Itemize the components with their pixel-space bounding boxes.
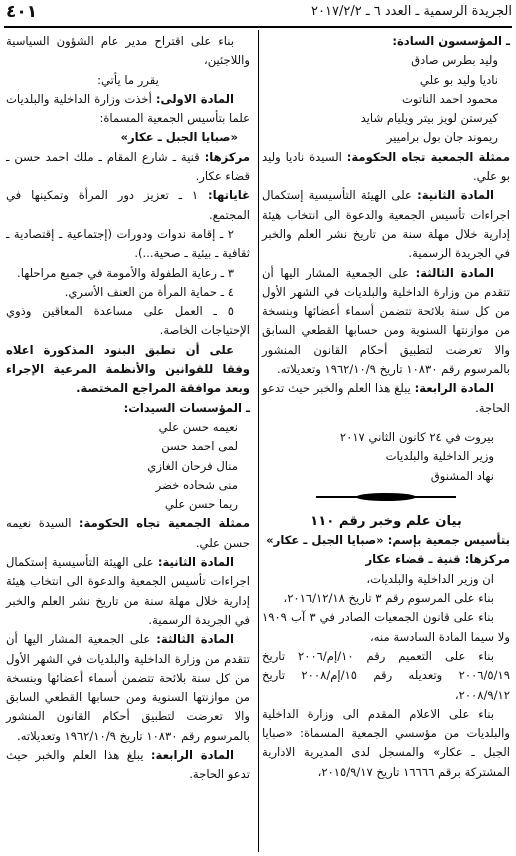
- founders-heading: ـ المؤسسون السادة:: [392, 34, 510, 48]
- notice-subtitle: بتأسيس جمعية بإسم: «صبايا الجبل ـ عكار»: [266, 533, 510, 548]
- preamble-line: بناء على التعميم رقم ١٠/إم/٢٠٠٦ تاريخ ٢٠٠٦/٥/١٩ وتعديله رقم ١٥/إم/٢٠٠٨ تاريخ ٢٠٠٨/٩/١٢،: [262, 648, 510, 702]
- article-3: [262, 264, 510, 380]
- rep-text: السيدة نعيمه حسن علي.: [6, 516, 250, 550]
- association-name: «صبايا الجبل ـ عكار»: [120, 130, 238, 145]
- article-text: على الهيئة التأسيسية إستكمال اجراءات تأسيس الجمعية والدعوة الى انتخاب هيئة إدارية خلال مهلة سنة من تاريخ نشر العلم والخبر في الجريدة الرسمية.: [262, 188, 510, 261]
- founder-name: وليد بطرس صادق: [411, 53, 498, 68]
- government-representative: [262, 148, 510, 187]
- page-number: ٤٠١: [6, 2, 38, 22]
- right-column: [262, 32, 510, 782]
- founder-name: كيرستن لويز بيتر ويليام شايد: [360, 111, 498, 126]
- goal-item: ٢ ـ إقامة ندوات ودورات (إجتماعية ـ إقتصادية ـ ثقافية ـ بيئية ـ صحية...).: [6, 226, 250, 261]
- article-label: المادة الرابعة:: [414, 381, 495, 396]
- compliance-clause: على أن تطبق البنود المذكورة اعلاه وفقا للقوانين والأنظمة المرعية الإجراء وبعد موافقة المراجع المختصة.: [6, 342, 250, 396]
- founder-name: ناديا وليد بو علي: [419, 72, 498, 87]
- founder-name: منى شحاده خضر: [155, 477, 238, 492]
- goals-label: غاياتها:: [208, 188, 251, 203]
- article-text: أخذت وزارة الداخلية والبلديات علما بتأسيس الجمعية المسماة:: [6, 91, 250, 126]
- article-label: المادة الرابعة:: [150, 747, 234, 762]
- column-divider: [258, 30, 259, 852]
- left-column: [6, 32, 250, 785]
- rep-label: ممثلة الجمعية تجاه الحكومة:: [78, 516, 251, 531]
- article-text: على الهيئة التأسيسية إستكمال اجراءات تأسيس الجمعية والدعوة الى انتخاب هيئة إدارية خلال مهلة سنة من تاريخ نشر العلم والخبر في الجريدة الرسمية.: [6, 555, 250, 627]
- government-representative: [6, 514, 250, 553]
- preamble-line: بناء على قانون الجمعيات الصادر في ٣ آب ١٩٠٩ ولا سيما المادة السادسة منه،: [262, 610, 510, 644]
- hq-label: مركزها:: [204, 149, 250, 164]
- article-label: المادة الثانية:: [157, 555, 234, 570]
- decides-line: يقرر ما يأتي:: [97, 72, 159, 87]
- founder-name: محمود احمد الناتوت: [401, 91, 498, 106]
- notice-title: بيان علم وخبر رقم ١١٠: [310, 513, 462, 529]
- rep-label: ممثلة الجمعية تجاه الحكومة:: [346, 149, 511, 164]
- founder-name: لمى احمد حسن: [161, 439, 238, 454]
- header-rule: [4, 26, 512, 28]
- spacer: [262, 418, 510, 428]
- rep-text: السيدة ناديا وليد بو علي.: [262, 149, 510, 184]
- article-label: المادة الثالثة:: [156, 632, 235, 647]
- article-3: [6, 630, 250, 746]
- section-separator: [262, 490, 510, 504]
- founder-name: ريموند جان بول براميير: [386, 130, 498, 145]
- founders-heading: ـ المؤسسات السيدات:: [123, 400, 250, 415]
- article-text: يبلغ هذا العلم والخبر حيث تدعو الحاجة.: [262, 381, 510, 415]
- article-2: [262, 186, 510, 263]
- headquarters: [6, 148, 250, 187]
- article-text: على الجمعية المشار اليها أن تتقدم من وزارة الداخلية والبلديات في الشهر الأول من كل سنة بلائحة تتضمن أسماء أعضائها وبنسخة من موازنتها السنوية ومن حسابها القطعي السابق والا تعرضت لتطبيق أحكام القانون المنشور بالمرسوم رقم ١٠٨٣٠ تاريخ ١٩٦٢/١٠/٩ وتعديلاته.: [262, 265, 510, 377]
- article-4: [262, 379, 510, 418]
- hq-text: قنية ـ شارع المقام ـ ملك احمد حسن ـ قضاء عكار.: [6, 149, 250, 184]
- founder-name: نعيمه حسن علي: [158, 419, 238, 434]
- signature-minister-title: وزير الداخلية والبلديات: [385, 449, 494, 464]
- article-text: على الجمعية المشار اليها أن تتقدم من وزارة الداخلية والبلديات في الشهر الأول من كل سنة بلائحة تتضمن أسماء أعضائها وبنسخة من موازنتها السنوية ومن حسابها القطعي السابق والا تعرضت لتطبيق أحكام القانون المنشور بالمرسوم رقم ١٠٨٣٠ تاريخ ١٩٦٢/١٠/٩ وتعديلاته.: [6, 632, 250, 743]
- signature-place-date: بيروت في ٢٤ كانون الثاني ٢٠١٧: [339, 429, 494, 444]
- preamble-line: بناء على المرسوم رقم ٣ تاريخ ٢٠١٦/١٢/١٨،: [283, 591, 494, 606]
- article-4: [6, 746, 250, 785]
- article-label: المادة الثانية:: [417, 188, 495, 203]
- goal-item: ١ ـ تعزيز دور المرأة وتمكينها في المجتمع.: [6, 188, 250, 222]
- signature-name: نهاد المشنوق: [430, 468, 494, 483]
- goals: [6, 186, 250, 225]
- preamble-line: بناء على الاعلام المقدم الى وزارة الداخلية والبلديات من مؤسسي الجمعية المسماة: «صبايا الجبل ـ عكار» والمسجل لدى المديرية الادارية المشتركة برقم ١٦٦٦٦ تاريخ ٢٠١٥/٩/١٧،: [262, 706, 510, 779]
- founder-name: منال فرحان الغازي: [147, 458, 238, 473]
- founder-name: ريما حسن علي: [164, 497, 238, 512]
- article-label: المادة الاولى:: [155, 91, 234, 106]
- preamble-line: ان وزير الداخلية والبلديات،: [366, 571, 494, 586]
- notice-location: مركزها: قنية ـ قضاء عكار: [365, 552, 510, 567]
- goal-item: ٤ ـ حماية المرأة من العنف الأسري.: [64, 284, 234, 299]
- page-header: [4, 2, 512, 26]
- gazette-title: الجريدة الرسمية ـ العدد ٦ ـ ٢٠١٧/٢/٢: [311, 4, 512, 19]
- goal-item: ٥ ـ العمل على مساعدة المعاقين وذوي الإحتياجات الخاصة.: [6, 304, 250, 338]
- goal-item: ٣ ـ رعاية الطفولة والأمومة في جميع مراحلها.: [17, 265, 234, 280]
- article-label: المادة الثالثة:: [415, 265, 495, 280]
- article-2: [6, 553, 250, 630]
- article-text: يبلغ هذا العلم والخبر حيث تدعو الحاجة.: [6, 747, 250, 782]
- article-1: [6, 90, 250, 129]
- preamble-line: بناء على اقتراح مدير عام الشؤون السياسية واللاجئين،: [6, 34, 250, 68]
